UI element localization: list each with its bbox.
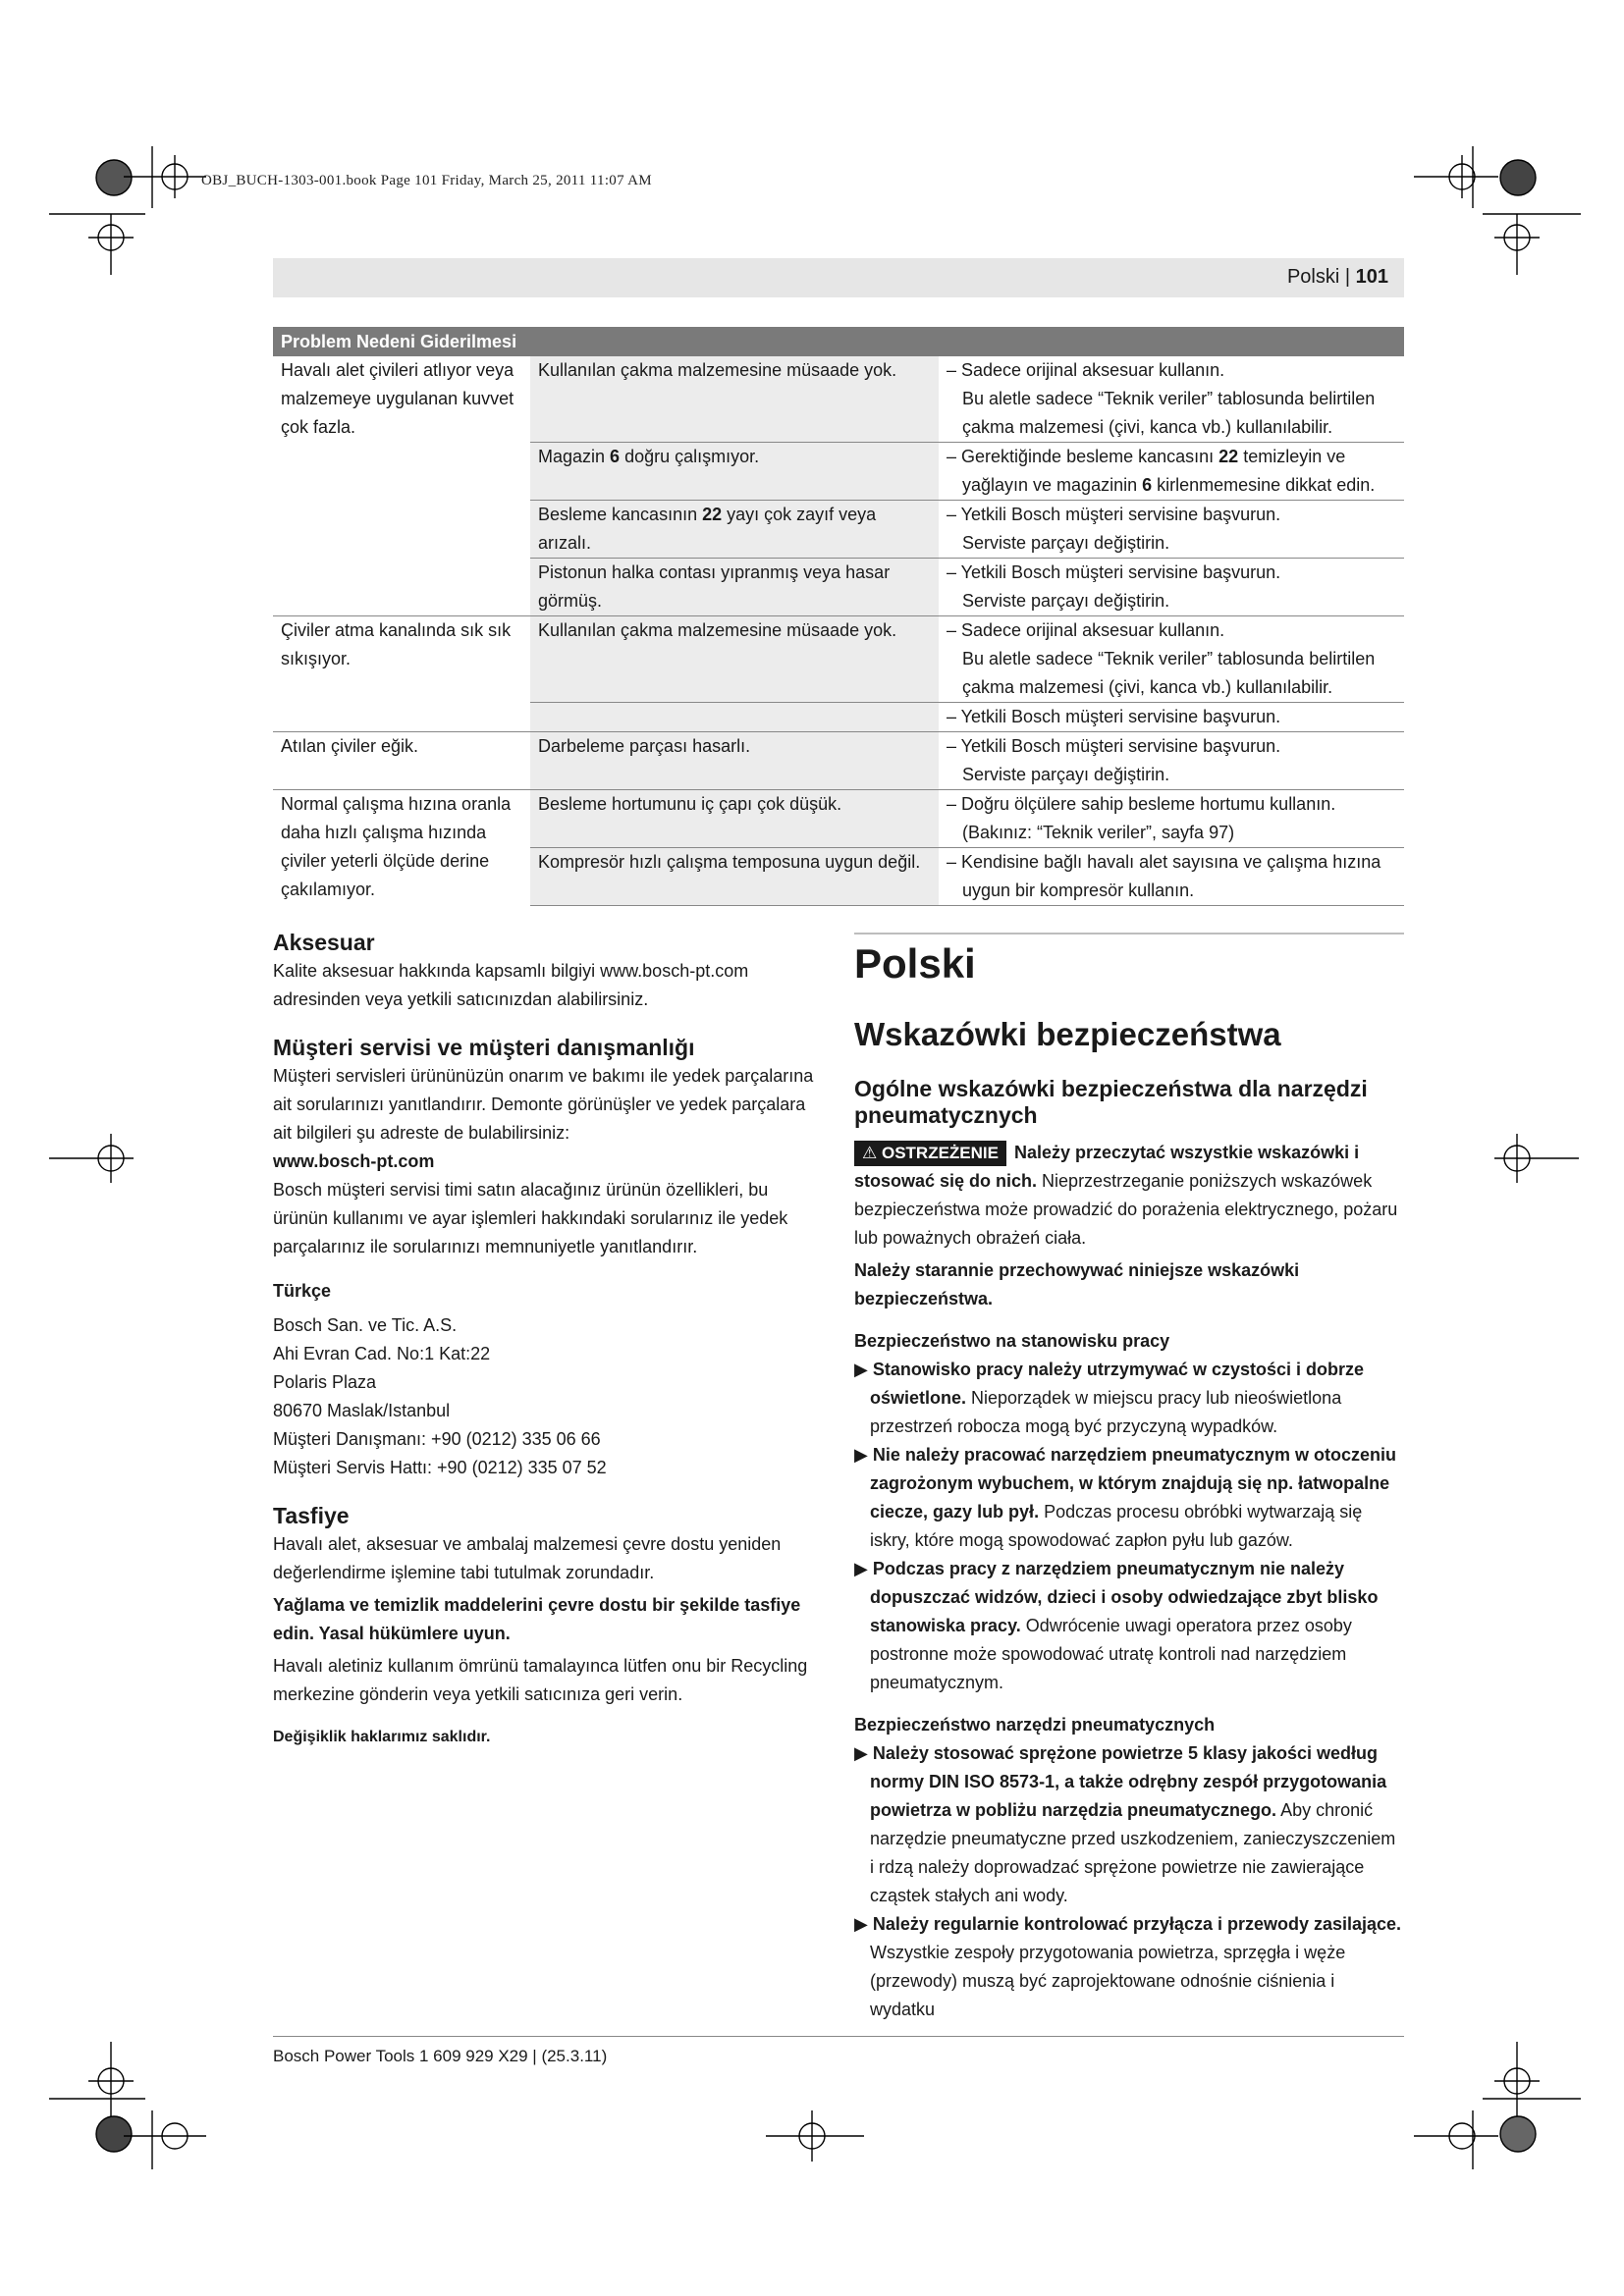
section-title: Aksesuar <box>273 930 375 955</box>
file-slug: OBJ_BUCH-1303-001.book Page 101 Friday, March 25, 2011 11:07 AM <box>201 173 652 188</box>
table-header: Problem Nedeni Giderilmesi <box>273 327 1404 356</box>
list-item: ▶ Podczas pracy z narzędziem pneumatycznym nie należy dopuszczać widzów, dzieci i osoby odwiedzające zbyt blisko stanowiska pracy. Odwrócenie uwagi operatora przez osoby postronne może spowodować utratę kontroli nad narzędziem pneumatycznym. <box>854 1559 1379 1692</box>
list-item: ▶ Należy stosować sprężone powietrze 5 klasy jakości według normy DIN ISO 8573-1, a także odrębny zespół przygotowania powietrza w pobliżu narzędzia pneumatycznego. Aby chronić narzędzie pneumatyczne przed uszkodzeniem, zanieczyszczeniem i rdzą należy doprowadzać sprężone powietrze nie zawierające cząstek stałych ani wody. <box>854 1743 1396 1905</box>
section-rule <box>854 933 1404 934</box>
safety-title: Wskazówki bezpieczeństwa <box>854 1016 1281 1052</box>
right-column: Polski Wskazówki bezpieczeństwa Ogólne wskazówki bezpieczeństwa dla narzędzi pneumatycznych ⚠ OSTRZEŻENIE Należy przeczytać wszystkie wskazówki i stosować się do nich. Nieprzestrzeganie poniższych wskazówek bezpieczeństwa może prowadzić do porażenia elektrycznego, pożaru lub poważnych obrażeń ciała. Należy starannie przechowywać niniejsze wskazówki bezpieczeństwa. Bezpieczeństwo na stanowisku pracy ▶ Stanowisko pracy należy utrzymywać w czystości i dobrze oświetlone. Nieporządek w miejscu pracy lub nieoświetlona przestrzeń robocza mogą być przyczyną wypadków. ▶ Nie należy pracować narzędziem pneumatycznym w otoczeniu zagrożonym wybuchem, w którym znajdują się np. łatwopalne ciecze, gazy lub pył. Podczas procesu obróbki wytwarzają się iskry, które mogą spowodować zapłon pyłu lub gazów. ▶ Podczas pracy z narzędziem pneumatycznym nie należy dopuszczać widzów, dzieci i osoby odwiedzające zbyt blisko stanowiska pracy. Odwrócenie uwagi operatora przez osoby postronne może spowodować utratę kontroli nad narzędziem pneumatycznym. Bezpieczeństwo narzędzi pneumatycznych ▶ Należy stosować sprężone powietrze 5 klasy jakości według normy DIN ISO 8573-1, a także odrębny zespół przygotowania powietrza w pobliżu narzędzia pneumatycznego. Aby chronić narzędzie pneumatyczne przed uszkodzeniem, zanieczyszczeniem i rdzą należy doprowadzać sprężone powietrze nie zawierające cząstek stałych ani wody. ▶ Należy regularnie kontrolować przyłącza i przewody zasilające. Wszystkie zespoły przygotowania powietrza, sprzęgła i węże (przewody) muszą być zaprojektowane odnośnie ciśnienia i wydatku <box>854 940 1404 2024</box>
table-row: Normal çalışma hızına oranla daha hızlı çalışma hızında çiviler yeterli ölçüde derine çakılamıyor. Besleme hortumunu iç çapı çok düşük. – Doğru ölçülere sahip besleme hortumu kullanın. (Bakınız: “Teknik veriler”, sayfa 97) <box>273 790 1404 848</box>
left-column: Aksesuar Kalite aksesuar hakkında kapsamlı bilgiyi www.bosch-pt.com adresinden veya yetkili satıcınızdan alabilirsiniz. Müşteri servisi ve müşteri danışmanlığı Müşteri servisleri ürününüzün onarım ve bakımı ile yedek parçalarına ait sorularınızı yanıtlandırır. Demonte görünüşler ve yedek parçalara ait bilgileri şu adreste de bulabilirsiniz: www.bosch-pt.com Bosch müşteri servisi timi satın alacağınız ürünün özellikleri, bu ürünün kullanımı ve ayar işlemleri hakkındaki sorularınız ile yedek parçalarınız ile sorularınızı memnuniyetle yanıtlandırır. Türkçe Bosch San. ve Tic. A.S. Ahi Evran Cad. No:1 Kat:22 Polaris Plaza 80670 Maslak/Istanbul Müşteri Danışmanı: +90 (0212) 335 06 66 Müşteri Servis Hattı: +90 (0212) 335 07 52 Tasfiye Havalı alet, aksesuar ve ambalaj malzemesi çevre dostu yeniden değerlendirme işlemine tabi tutulmak zorundadır. Yağlama ve temizlik maddelerini çevre dostu bir şekilde tasfiye edin. Yasal hükümlere uyun. Havalı aletiniz kullanım ömrünü tamalayınca lütfen onu bir Recycling merkezine gönderin veya yetkili satıcınıza geri verin. Değişiklik haklarımız saklıdır. <box>273 929 823 1751</box>
table-row: Atılan çiviler eğik. Darbeleme parçası hasarlı. – Yetkili Bosch müşteri servisine başvurun. Serviste parçayı değiştirin. <box>273 732 1404 790</box>
page-header <box>273 258 1404 297</box>
country-heading: Türkçe <box>273 1281 332 1301</box>
section-title: Tasfiye <box>273 1503 350 1528</box>
subsection-title: Bezpieczeństwo narzędzi pneumatycznych <box>854 1715 1216 1735</box>
table-row: Pistonun halka contası yıpranmış veya hasar görmüş. – Yetkili Bosch müşteri servisine başvurun. Serviste parçayı değiştirin. <box>273 559 1404 616</box>
list-item: ▶ Nie należy pracować narzędziem pneumatycznym w otoczeniu zagrożonym wybuchem, w którym znajdują się np. łatwopalne ciecze, gazy lub pył. Podczas procesu obróbki wytwarzają się iskry, które mogą spowodować zapłon pyłu lub gazów. <box>854 1445 1396 1550</box>
troubleshooting-table <box>273 327 1404 906</box>
table-row: Kompresör hızlı çalışma temposuna uygun değil. – Kendisine bağlı havalı alet sayısına ve çalışma hızına uygun bir kompresör kullanın. <box>273 848 1404 906</box>
website-link[interactable]: www.bosch-pt.com <box>273 1151 435 1171</box>
page-footer: Bosch Power Tools 1 609 929 X29 | (25.3.11) <box>273 2047 608 2065</box>
table-row: Çiviler atma kanalında sık sık sıkışıyor. Kullanılan çakma malzemesine müsaade yok. – Sadece orijinal aksesuar kullanın. Bu aletle sadece “Teknik veriler” tablosunda belirtilen çakma malzemesi (çivi, kanca vb.) kullanılabilir. <box>273 616 1404 703</box>
table-row: Havalı alet çivileri atlıyor veya malzemeye uygulanan kuvvet çok fazla. Kullanılan çakma malzemesine müsaade yok. – Sadece orijinal aksesuar kullanın. Bu aletle sadece “Teknik veriler” tablosunda belirtilen çakma malzemesi (çivi, kanca vb.) kullanılabilir. <box>273 356 1404 443</box>
header-lang: Polski <box>1286 266 1340 288</box>
page-number: 101 <box>1355 266 1388 288</box>
footer-rule <box>273 2036 1404 2037</box>
table-row: – Yetkili Bosch müşteri servisine başvurun. <box>273 703 1404 732</box>
section-title: Müşteri servisi ve müşteri danışmanlığı <box>273 1035 695 1060</box>
list-item: ▶ Stanowisko pracy należy utrzymywać w czystości i dobrze oświetlone. Nieporządek w miejscu pracy lub nieoświetlona przestrzeń robocza mogą być przyczyną wypadków. <box>854 1360 1365 1436</box>
list-item: ▶ Należy regularnie kontrolować przyłącza i przewody zasilające. Wszystkie zespoły przygotowania powietrza, sprzęgła i węże (przewody) muszą być zaprojektowane odnośnie ciśnienia i wydatku <box>854 1914 1402 2019</box>
table-row: Besleme kancasının 22 yayı çok zayıf veya arızalı. – Yetkili Bosch müşteri servisine başvurun. Serviste parçayı değiştirin. <box>273 501 1404 559</box>
language-title: Polski <box>854 940 976 987</box>
subsection-title: Ogólne wskazówki bezpieczeństwa dla narzędzi pneumatycznych <box>854 1076 1368 1128</box>
table-row: Magazin 6 doğru çalışmıyor. – Gerektiğinde besleme kancasını 22 temizleyin ve yağlayın ve magazinin 6 kirlenmemesine dikkat edin. <box>273 443 1404 501</box>
page-header-text: Polski | 101 <box>1286 266 1388 288</box>
warning-badge: ⚠ OSTRZEŻENIE <box>854 1141 1006 1166</box>
subsection-title: Bezpieczeństwo na stanowisku pracy <box>854 1331 1170 1351</box>
